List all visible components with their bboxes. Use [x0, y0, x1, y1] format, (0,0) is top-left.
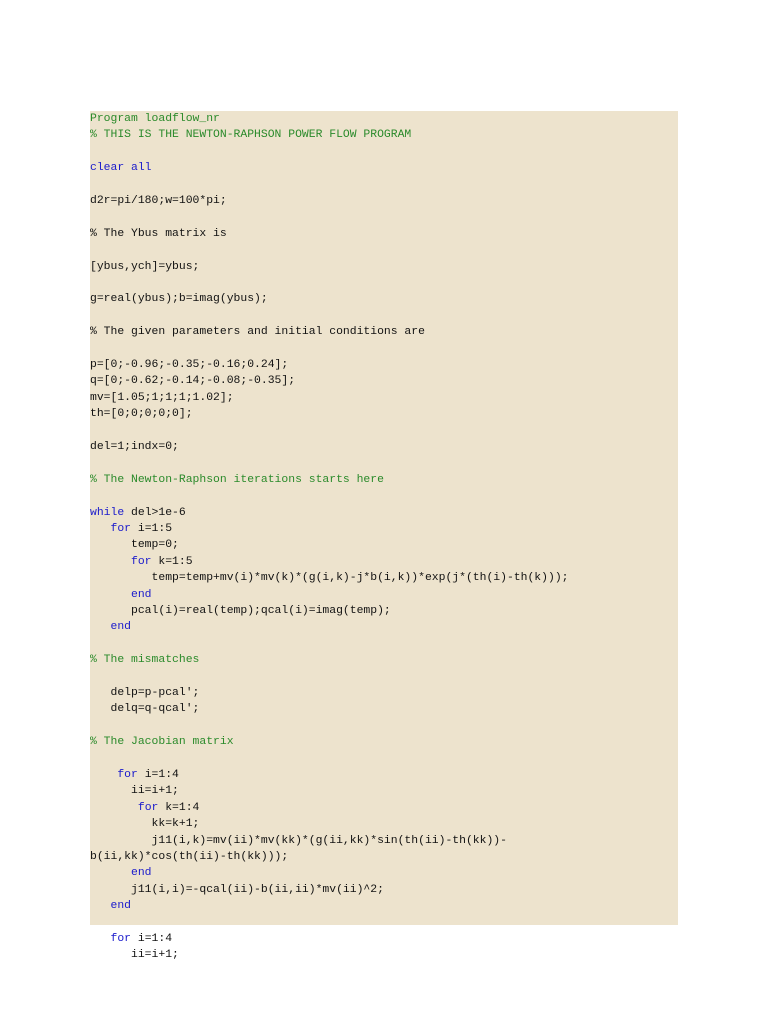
code-indent	[90, 769, 117, 781]
code-line: q=[0;-0.62;-0.14;-0.08;-0.35];	[90, 375, 296, 388]
code-line: % THIS IS THE NEWTON-RAPHSON POWER FLOW PROGRAM	[90, 129, 412, 142]
code-line: d2r=pi/180;w=100*pi;	[90, 195, 227, 207]
code-line: ii=i+1;	[90, 949, 179, 962]
code-line: end	[90, 588, 152, 601]
code-line: % The mismatches	[90, 654, 200, 667]
code-line: % The Ybus matrix is	[90, 227, 227, 240]
code-line	[90, 932, 172, 946]
code-line	[90, 801, 199, 815]
code-document	[90, 111, 678, 962]
code-line: % The Newton-Raphson iterations starts here	[90, 473, 384, 486]
code-line: mv=[1.05;1;1;1;1.02];	[90, 391, 234, 404]
code-keyword: for	[110, 523, 132, 535]
code-line: end	[90, 900, 132, 913]
code-line: kk=k+1;	[90, 818, 200, 831]
code-line: del=1;indx=0;	[90, 441, 179, 453]
code-line: delp=p-pcal';	[90, 687, 200, 699]
code-line: % The given parameters and initial conditions are	[90, 326, 425, 339]
code-line	[90, 522, 172, 536]
code-indent	[90, 802, 138, 814]
code-line: b(ii,kk)*cos(th(ii)-th(kk)));	[90, 851, 289, 863]
code-keyword: for	[110, 933, 132, 945]
code-line: Program loadflow_nr	[90, 113, 220, 125]
code-line: [ybus,ych]=ybus;	[90, 260, 200, 273]
code-line: end	[90, 621, 132, 634]
code-line: temp=temp+mv(i)*mv(k)*(g(i,k)-j*b(i,k))*exp(j*(th(i)-th(k)));	[90, 572, 569, 585]
code-line: ii=i+1;	[90, 785, 179, 798]
code-indent	[90, 933, 111, 945]
code-keyword: for	[117, 769, 138, 781]
code-line: th=[0;0;0;0;0];	[90, 408, 193, 421]
code-line: end	[90, 867, 152, 880]
code-line: j11(i,i)=-qcal(ii)-b(ii,ii)*mv(ii)^2;	[90, 883, 384, 896]
code-line: temp=0;	[90, 539, 179, 552]
code-line	[90, 506, 186, 520]
code-line	[90, 768, 179, 782]
code-line: delq=q-qcal';	[90, 703, 200, 716]
code-line: clear all	[90, 162, 152, 175]
code-text: k=1:4	[158, 801, 200, 814]
code-line: % The Jacobian matrix	[90, 736, 234, 749]
code-keyword: while	[90, 506, 125, 519]
code-keyword: for	[131, 555, 152, 568]
code-text: k=1:5	[151, 555, 193, 568]
code-line: g=real(ybus);b=imag(ybus);	[90, 293, 268, 306]
code-text: i=1:4	[131, 933, 173, 945]
code-line	[90, 555, 193, 569]
code-text: i=1:5	[131, 523, 173, 535]
code-line: p=[0;-0.96;-0.35;-0.16;0.24];	[90, 359, 289, 371]
code-indent	[90, 556, 131, 568]
code-line: j11(i,k)=mv(ii)*mv(kk)*(g(ii,kk)*sin(th(ii)-th(kk))-	[90, 834, 507, 847]
code-text: del>1e-6	[124, 506, 186, 519]
code-line: pcal(i)=real(temp);qcal(i)=imag(temp);	[90, 605, 391, 617]
code-keyword: for	[137, 801, 159, 814]
code-indent	[90, 523, 111, 535]
code-text: i=1:4	[137, 769, 179, 781]
